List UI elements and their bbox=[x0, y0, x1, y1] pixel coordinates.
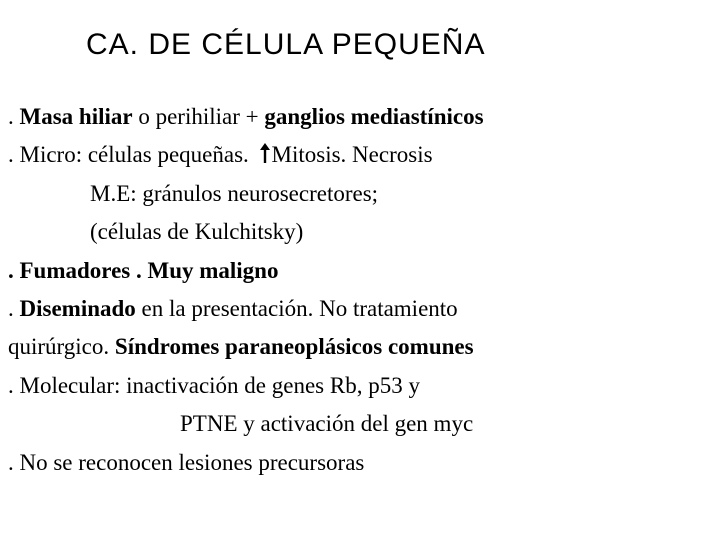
bullet-precursoras: . No se reconocen lesiones precursoras bbox=[8, 449, 365, 475]
bullet-marker: . bbox=[8, 104, 20, 129]
text-quirurgico bbox=[8, 328, 714, 366]
bullet-molecular: . Molecular: inactivación de genes Rb, p53 y bbox=[8, 372, 420, 398]
bullet-micro bbox=[8, 136, 714, 174]
bullet-diseminado bbox=[8, 290, 714, 328]
text-ptne: PTNE y activación del gen myc bbox=[180, 411, 474, 437]
text-presentacion: en la presentación. No tratamiento bbox=[135, 295, 458, 321]
text-micro: . Micro: células pequeñas. bbox=[8, 142, 255, 168]
bullet-masa-hiliar bbox=[8, 98, 714, 136]
term-diseminado: Diseminado bbox=[19, 295, 136, 321]
text-mitosis: Mitosis. Necrosis bbox=[271, 142, 433, 168]
up-arrow-icon bbox=[259, 142, 271, 164]
slide-title: CA. DE CÉLULA PEQUEÑA bbox=[86, 28, 486, 61]
text-quirurgico-pre: quirúrgico. bbox=[8, 334, 115, 360]
text-me: M.E: gránulos neurosecretores; bbox=[90, 180, 379, 206]
bullet-marker: . bbox=[8, 295, 20, 321]
slide-body bbox=[8, 98, 714, 482]
term-masa-hiliar: Masa hiliar bbox=[19, 104, 133, 129]
text-kulchitsky: (células de Kulchitsky) bbox=[90, 219, 304, 245]
bullet-fumadores: . Fumadores . Muy maligno bbox=[8, 257, 279, 283]
term-ganglios: ganglios mediastínicos bbox=[264, 104, 484, 129]
text-perihiliar: o perihiliar + bbox=[132, 104, 265, 129]
term-sindromes: Síndromes paraneoplásicos comunes bbox=[114, 334, 474, 360]
